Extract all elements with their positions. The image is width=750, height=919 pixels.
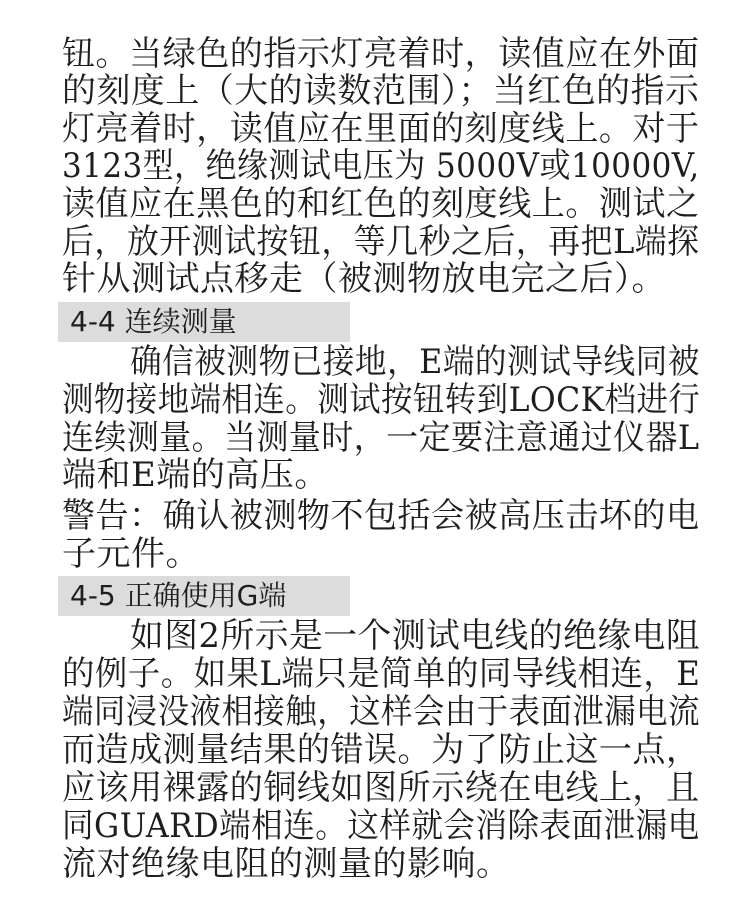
paragraph-1-line-2: 的刻度上（大的读数范围）；当红色的指示 — [62, 71, 700, 111]
paragraph-1-line-1: 钮。当绿色的指示灯亮着时，读值应在外面 — [62, 34, 700, 74]
section-4-5-line-1: 如图2所示是一个测试电线的绝缘电阻 — [130, 616, 701, 656]
section-4-5-line-7: 流对绝缘电阻的测量的影响。 — [62, 844, 511, 884]
paragraph-1-line-3: 灯亮着时，读值应在里面的刻度线上。对于 — [62, 109, 700, 149]
section-4-5-line-6: 同GUARD端相连。这样就会消除表面泄漏电 — [62, 806, 700, 846]
section-4-5-heading-bar — [58, 576, 350, 616]
paragraph-1-line-4: 3123型，绝缘测试电压为 5000V或10000V, — [62, 146, 700, 186]
section-4-5-line-5: 应该用裸露的铜线如图所示绕在电线上，且 — [62, 768, 700, 808]
section-4-5-line-2: 的例子。如果L端只是简单的同导线相连，E — [62, 654, 701, 694]
warning-line-1: 警告：确认被测物不包括会被高压击坏的电 — [62, 496, 700, 536]
section-4-5-line-3: 端同浸没液相接触，这样会由于表面泄漏电流 — [62, 692, 700, 732]
section-4-4-line-4: 端和E端的高压。 — [62, 455, 329, 495]
section-4-4-heading-bar — [58, 302, 350, 342]
section-4-4-line-2: 测物接地端相连。测试按钮转到LOCK档进行 — [62, 380, 701, 420]
warning-line-2: 子元件。 — [62, 534, 200, 574]
paragraph-1-line-7: 针从测试点移走（被测物放电完之后）。 — [62, 259, 666, 299]
section-4-5-line-4: 而造成测量结果的错误。为了防止这一点， — [62, 730, 700, 770]
section-4-4-line-3: 连续测量。当测量时，一定要注意通过仪器L — [62, 418, 700, 458]
section-4-4-line-1: 确信被测物已接地，E端的测试导线同被 — [130, 342, 700, 382]
paragraph-1-line-5: 读值应在黑色的和红色的刻度线上。测试之 — [62, 184, 700, 224]
section-4-4-heading: 4-4 连续测量 — [70, 305, 237, 338]
section-4-5-heading: 4-5 正确使用G端 — [70, 579, 287, 612]
paragraph-1-line-6: 后，放开测试按钮，等几秒之后，再把L端探 — [62, 222, 700, 262]
